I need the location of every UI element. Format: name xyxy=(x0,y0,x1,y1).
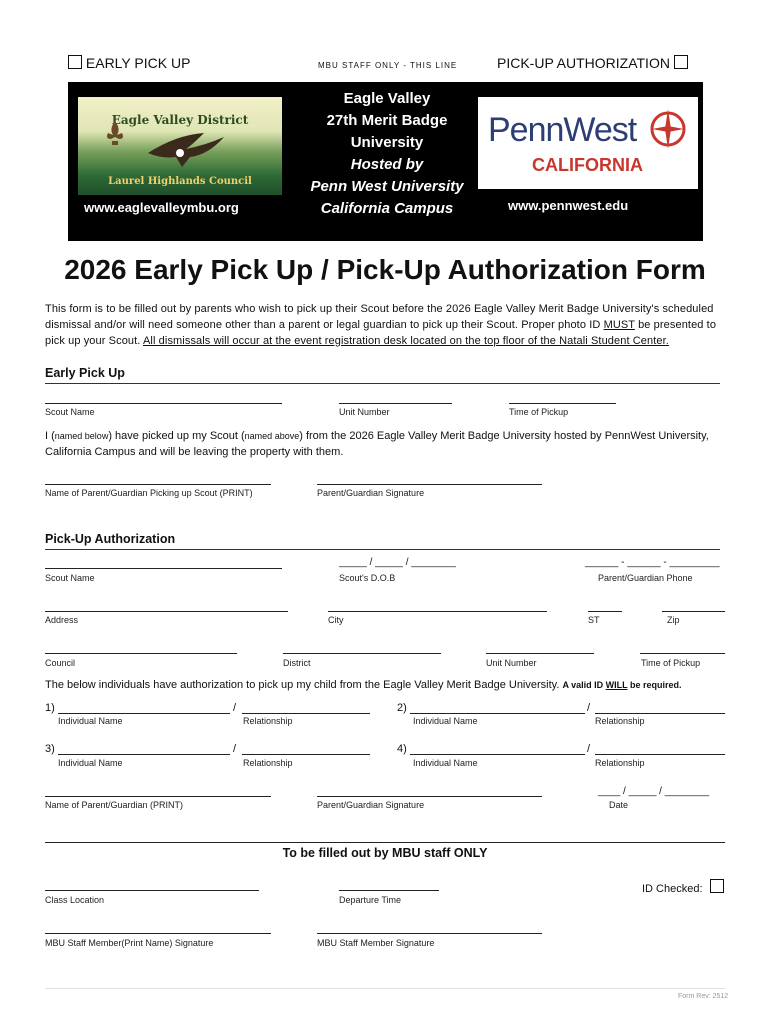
intro-text-1: This form is to be filled out by parents who wish to pick up their Scout before the 2026 Eagle Valley Merit Badge University's scheduled dismissal and/or will need someone other than a parent or legal guardian to pick up their Scout. Proper photo ID xyxy=(45,303,714,331)
authorized-individuals-text xyxy=(45,679,682,691)
event-banner xyxy=(68,82,703,241)
early-pickup-heading: Early Pick Up xyxy=(45,366,125,380)
staff-print-name-label: MBU Staff Member(Print Name) Signature xyxy=(45,938,214,948)
entry-2-relationship-label: Relationship xyxy=(595,716,645,726)
early-unit-number-label: Unit Number xyxy=(339,407,390,417)
staff-print-name-field[interactable] xyxy=(45,933,271,934)
pickup-parent-name-field[interactable] xyxy=(45,796,271,797)
pickup-unit-number-label: Unit Number xyxy=(486,658,537,668)
entry-3-relationship-label: Relationship xyxy=(243,758,293,768)
zip-field[interactable] xyxy=(662,611,725,612)
staff-heading: To be filled out by MBU staff ONLY xyxy=(282,846,488,860)
early-parent-signature-field[interactable] xyxy=(317,484,542,485)
city-field[interactable] xyxy=(328,611,547,612)
pickup-authorization-heading: Pick-Up Authorization xyxy=(45,532,176,546)
entry-1-name-field[interactable] xyxy=(58,713,230,714)
entry-3-name-field[interactable] xyxy=(58,754,230,755)
pickup-date-label: Date xyxy=(609,800,629,810)
early-pickup-option xyxy=(68,55,190,71)
early-parent-name-label: Name of Parent/Guardian Picking up Scout (PRINT) xyxy=(45,488,253,498)
state-label: ST xyxy=(588,615,600,625)
staff-only-note: MBU STAFF ONLY - THIS LINE xyxy=(318,61,458,70)
pickup-scout-name-field[interactable] xyxy=(45,568,282,569)
early-parent-name-field[interactable] xyxy=(45,484,271,485)
form-title: 2026 Early Pick Up / Pick-Up Authorization Form xyxy=(64,254,706,285)
departure-time-label: Departure Time xyxy=(339,895,402,905)
id-checked-label: ID Checked: xyxy=(642,883,703,895)
class-location-field[interactable] xyxy=(45,890,259,891)
staff-signature-field[interactable] xyxy=(317,933,542,934)
pickup-scout-name-label: Scout Name xyxy=(45,573,95,583)
departure-time-field[interactable] xyxy=(339,890,439,891)
early-scout-name-label: Scout Name xyxy=(45,407,95,417)
council-name: Laurel Highlands Council xyxy=(108,176,252,187)
compass-icon xyxy=(648,107,688,151)
pickup-time-label: Time of Pickup xyxy=(641,658,701,668)
entry-2-separator: / xyxy=(587,702,591,714)
entry-2-relationship-field[interactable] xyxy=(595,713,725,714)
entry-2-name-field[interactable] xyxy=(410,713,585,714)
entry-1-separator: / xyxy=(233,702,237,714)
statement-part: ) from the 2026 Eagle Valley Merit Badge University hosted by PennWest University, California Campus and will be leaving the property with them. xyxy=(45,430,709,458)
intro-must: MUST xyxy=(603,319,635,331)
event-line-5: Penn West University xyxy=(310,178,464,195)
pickup-phone-label: Parent/Guardian Phone xyxy=(598,573,693,583)
pickup-parent-name-label: Name of Parent/Guardian (PRINT) xyxy=(45,800,184,810)
city-label: City xyxy=(328,615,344,625)
address-field[interactable] xyxy=(45,611,288,612)
early-pickup-statement xyxy=(45,428,725,460)
early-time-field[interactable] xyxy=(509,403,616,404)
council-label: Council xyxy=(45,658,76,668)
early-time-label: Time of Pickup xyxy=(509,407,569,417)
eagle-valley-district-logo xyxy=(78,97,282,195)
fleur-de-lis-icon xyxy=(104,121,126,147)
id-checked-option xyxy=(642,879,724,895)
event-line-1: Eagle Valley xyxy=(343,90,431,107)
entry-4-name-field[interactable] xyxy=(410,754,585,755)
entry-4-relationship-label: Relationship xyxy=(595,758,645,768)
entry-3-number: 3) xyxy=(45,743,55,755)
pennwest-wordmark: PennWest xyxy=(488,111,637,149)
pickup-authorization-option xyxy=(497,55,688,71)
entry-3-relationship-field[interactable] xyxy=(242,754,370,755)
intro-dismissal-note: All dismissals will occur at the event registration desk located on the top floor of the Natali Student Center. xyxy=(143,335,669,347)
council-field[interactable] xyxy=(45,653,237,654)
entry-1-relationship-field[interactable] xyxy=(242,713,370,714)
staff-signature-label: MBU Staff Member Signature xyxy=(317,938,435,948)
intro-text-2: be presented to pick up your Scout. xyxy=(45,319,717,347)
section-divider xyxy=(45,549,720,550)
event-info xyxy=(292,88,482,220)
statement-part: ) have picked up my Scout ( xyxy=(108,430,245,442)
footer-divider xyxy=(45,988,725,989)
pennwest-logo xyxy=(478,97,698,189)
statement-named-above: named above xyxy=(244,431,300,441)
pickup-parent-signature-field[interactable] xyxy=(317,796,542,797)
form-revision: Form Rev: 2512 xyxy=(678,993,729,1000)
address-label: Address xyxy=(45,615,79,625)
district-url[interactable]: www.eaglevalleymbu.org xyxy=(84,200,239,215)
entry-4-relationship-field[interactable] xyxy=(595,754,725,755)
valid-id-text: A valid ID xyxy=(562,680,606,690)
early-unit-number-field[interactable] xyxy=(339,403,452,404)
pickup-authorization-checkbox[interactable] xyxy=(674,55,688,69)
pickup-dob-field[interactable]: _____ / _____ / ________ xyxy=(339,557,456,568)
district-field[interactable] xyxy=(283,653,441,654)
event-line-2: 27th Merit Badge xyxy=(326,112,448,129)
entry-1-number: 1) xyxy=(45,702,55,714)
staff-section-divider xyxy=(45,842,725,843)
pickup-parent-signature-label: Parent/Guardian Signature xyxy=(317,800,425,810)
entry-3-name-label: Individual Name xyxy=(58,758,123,768)
early-pickup-label: EARLY PICK UP xyxy=(85,55,191,71)
entry-3-separator: / xyxy=(233,743,237,755)
entry-2-name-label: Individual Name xyxy=(413,716,478,726)
event-line-6: California Campus xyxy=(320,200,454,217)
entry-1-name-label: Individual Name xyxy=(58,716,123,726)
class-location-label: Class Location xyxy=(45,895,105,905)
district-name: Eagle Valley District xyxy=(111,113,249,127)
entry-4-separator: / xyxy=(587,743,591,755)
early-parent-signature-label: Parent/Guardian Signature xyxy=(317,488,425,498)
entry-4-name-label: Individual Name xyxy=(413,758,478,768)
early-scout-name-field[interactable] xyxy=(45,403,282,404)
pickup-date-field[interactable]: ____ / _____ / ________ xyxy=(598,786,710,797)
entry-1-relationship-label: Relationship xyxy=(243,716,293,726)
statement-named-below: named below xyxy=(54,431,109,441)
pickup-time-field[interactable] xyxy=(640,653,725,654)
section-divider xyxy=(45,383,720,384)
event-line-4: Hosted by xyxy=(350,156,424,173)
pickup-dob-label: Scout's D.O.B xyxy=(339,573,396,583)
id-checked-checkbox[interactable] xyxy=(710,879,724,893)
intro-paragraph xyxy=(45,301,730,349)
pennwest-campus: CALIFORNIA xyxy=(532,155,643,175)
statement-part: I ( xyxy=(45,430,55,442)
pickup-authorization-label: PICK-UP AUTHORIZATION xyxy=(497,55,670,71)
eagle-icon xyxy=(146,131,226,171)
entry-2-number: 2) xyxy=(397,702,407,714)
authorized-text: The below individuals have authorization to pick up my child from the Eagle Valley Merit Badge University. xyxy=(45,679,563,691)
early-pickup-checkbox[interactable] xyxy=(68,55,82,69)
state-field[interactable] xyxy=(588,611,622,612)
pickup-unit-number-field[interactable] xyxy=(486,653,594,654)
event-line-3: University xyxy=(350,134,424,151)
pickup-phone-field[interactable]: ______ - ______ - _________ xyxy=(585,557,720,568)
district-label: District xyxy=(283,658,311,668)
pennwest-url[interactable]: www.pennwest.edu xyxy=(508,198,629,213)
valid-id-will: WILL xyxy=(605,680,628,690)
entry-4-number: 4) xyxy=(397,743,407,755)
zip-label: Zip xyxy=(667,615,680,625)
valid-id-text: be required. xyxy=(627,680,682,690)
